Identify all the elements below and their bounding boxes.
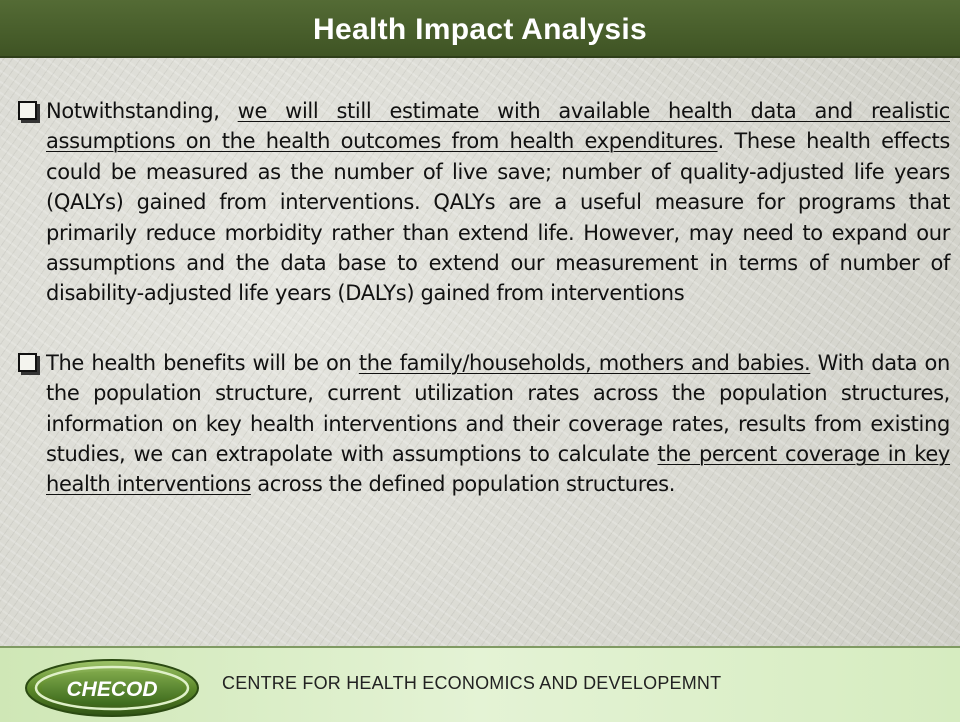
checkbox-bullet-icon	[16, 99, 42, 125]
text-segment: . These health effects could be measured as the number of live save; number of quality-adjusted life years (QALYs) gained from interventions. QALYs are a useful measure for programs that primarily reduce morbidity rather than extend life. However, may need to expand our assumptions and the data base to extend our measurement in terms of number of disability-adjusted life years (DALYs) gained from interventions	[46, 129, 950, 306]
title-bar	[0, 0, 960, 58]
slide-content	[16, 96, 950, 500]
bullet-item	[16, 348, 950, 500]
text-segment: With data on the population structure, current utilization rates across the population structures, information on key health interventions and their coverage rates, results from existing studies, we can extrapolate with assumptions to calculate	[46, 350, 950, 467]
checod-logo	[22, 654, 202, 718]
text-segment: Notwithstanding,	[46, 99, 238, 123]
underlined-text-segment: the percent coverage in key health interventions	[46, 442, 951, 497]
bullet-text	[46, 348, 950, 500]
logo-text: CHECOD	[66, 678, 158, 701]
text-segment: across the defined population structures.	[250, 472, 676, 497]
checkbox-bullet-icon	[16, 351, 42, 377]
underlined-text-segment: we will still estimate with available health data and realistic assumptions on the health outcomes from health expenditures	[46, 99, 951, 154]
organization-name: CENTRE FOR HEALTH ECONOMICS AND DEVELOPEMNT	[222, 673, 722, 693]
footer-band	[0, 646, 960, 722]
underlined-text-segment: the family/households, mothers and babies.	[358, 350, 811, 375]
bullet-text	[46, 96, 950, 309]
slide-title: Health Impact Analysis	[313, 13, 647, 46]
text-segment: The health benefits will be on	[46, 350, 359, 375]
bullet-item	[16, 96, 950, 309]
